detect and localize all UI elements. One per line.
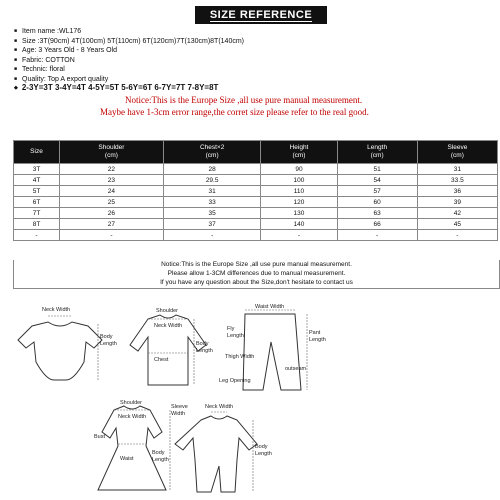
length-label: Length — [100, 341, 117, 347]
table-cell: 140 — [261, 219, 337, 230]
neck-width-label: Neck Width — [118, 414, 147, 420]
table-cell: 31 — [417, 164, 497, 175]
thigh-width-label: Thigh Width — [225, 354, 255, 360]
body-label: Body — [152, 450, 165, 456]
fly-label: Fly — [227, 326, 235, 332]
column-header: Size — [14, 141, 60, 164]
column-header: Height (cm) — [261, 141, 337, 164]
page-title: SIZE REFERENCE — [195, 6, 327, 24]
table-cell: 130 — [261, 208, 337, 219]
leg-opening-label: Leg Opening — [219, 378, 251, 384]
shoulder-label: Shoulder — [120, 400, 143, 406]
bust-label: Bust — [94, 434, 106, 440]
table-cell: 39 — [417, 197, 497, 208]
column-header: Chest×2 (cm) — [163, 141, 261, 164]
column-header: Shoulder (cm) — [60, 141, 164, 164]
notice-red: Notice:This is the Europe Size ,all use pure manual measurement. — [125, 95, 363, 105]
romper-diagram — [165, 400, 270, 500]
table-cell: 90 — [261, 164, 337, 175]
length-label: Length — [196, 348, 213, 354]
table-header-row — [14, 141, 498, 164]
table-row — [14, 230, 498, 241]
table-cell: 63 — [337, 208, 417, 219]
table-cell: 42 — [417, 208, 497, 219]
table-cell: 51 — [337, 164, 417, 175]
table-cell: - — [261, 230, 337, 241]
table-cell: 66 — [337, 219, 417, 230]
table-row — [14, 197, 498, 208]
table-row — [14, 164, 498, 175]
table-cell: 3T — [14, 164, 60, 175]
spec-item: ■ Size :3T(90cm) 4T(100cm) 5T(110cm) 6T(120cm)7T(130cm)8T(140cm) — [14, 37, 244, 47]
length-label: Length — [227, 333, 244, 339]
table-cell: 6T — [14, 197, 60, 208]
footer-line: Please allow 1-3CM differences due to manual measurement. — [167, 270, 346, 277]
table-row — [14, 175, 498, 186]
table-cell: 54 — [337, 175, 417, 186]
table-cell: - — [417, 230, 497, 241]
spec-item: ■ Quality: Top A export quality — [14, 75, 244, 85]
table-cell: 27 — [60, 219, 164, 230]
table-cell: - — [163, 230, 261, 241]
table-cell: 23 — [60, 175, 164, 186]
table-cell: 33 — [163, 197, 261, 208]
table-cell: - — [14, 230, 60, 241]
footer-line: If you have any question about the Size,don't hesitate to contact us — [160, 279, 353, 286]
footer-line: Notice:This is the Europe Size ,all use pure manual measurement. — [161, 261, 352, 268]
column-header: Length (cm) — [337, 141, 417, 164]
sleeve-label: Sleeve — [171, 404, 188, 410]
table-cell: 33.5 — [417, 175, 497, 186]
table-row — [14, 186, 498, 197]
table-cell: 4T — [14, 175, 60, 186]
size-table — [13, 140, 498, 241]
outseam-label: outseam — [285, 366, 307, 372]
body-label: Body — [255, 444, 268, 450]
pants-diagram — [215, 300, 335, 400]
length-label: Length — [152, 457, 169, 463]
table-cell: 100 — [261, 175, 337, 186]
shoulder-label: Shoulder — [156, 308, 179, 314]
shirt-diagram — [118, 305, 218, 395]
notice-red: Maybe have 1-3cm error range,the corret size please refer to the real good. — [100, 107, 369, 117]
table-cell: 26 — [60, 208, 164, 219]
table-cell: 45 — [417, 219, 497, 230]
table-cell: 7T — [14, 208, 60, 219]
table-cell: 37 — [163, 219, 261, 230]
table-cell: 36 — [417, 186, 497, 197]
table-cell: 120 — [261, 197, 337, 208]
neck-width-label: Neck Width — [42, 307, 71, 313]
pant-label: Pant — [309, 330, 321, 336]
table-cell: 60 — [337, 197, 417, 208]
table-cell: 35 — [163, 208, 261, 219]
width-label: Width — [171, 411, 186, 417]
table-cell: 29.5 — [163, 175, 261, 186]
spec-item: ■ Technic: floral — [14, 65, 244, 75]
table-cell: - — [337, 230, 417, 241]
neck-width-label: Neck Width — [154, 323, 183, 329]
table-cell: 8T — [14, 219, 60, 230]
column-header: Sleeve (cm) — [417, 141, 497, 164]
table-cell: 57 — [337, 186, 417, 197]
age-conversion: ◆ 2-3Y=3T 3-4Y=4T 4-5Y=5T 5-6Y=6T 6-7Y=7T 7-8Y=8T — [14, 83, 218, 92]
table-cell: 28 — [163, 164, 261, 175]
table-cell: 22 — [60, 164, 164, 175]
waist-width-label: Waist Width — [255, 304, 285, 310]
chest-label: Chest — [154, 357, 169, 363]
table-cell: 5T — [14, 186, 60, 197]
spec-item: ■ Fabric: COTTON — [14, 56, 244, 66]
body-label: Body — [196, 341, 209, 347]
table-cell: - — [60, 230, 164, 241]
waist-label: Waist — [120, 456, 134, 462]
table-row — [14, 219, 498, 230]
length-label: Length — [255, 451, 272, 457]
neck-width-label: Neck Width — [205, 404, 234, 410]
bodysuit-diagram — [10, 300, 115, 390]
table-cell: 25 — [60, 197, 164, 208]
table-cell: 31 — [163, 186, 261, 197]
body-label: Body — [100, 334, 113, 340]
spec-list — [14, 27, 244, 84]
table-cell: 24 — [60, 186, 164, 197]
spec-item: ■ Age: 3 Years Old - 8 Years Old — [14, 46, 244, 56]
table-cell: 110 — [261, 186, 337, 197]
length-label: Length — [309, 337, 326, 343]
spec-item: ■ Item name :WL176 — [14, 27, 244, 37]
table-row — [14, 208, 498, 219]
table-footer-notice — [13, 260, 500, 289]
